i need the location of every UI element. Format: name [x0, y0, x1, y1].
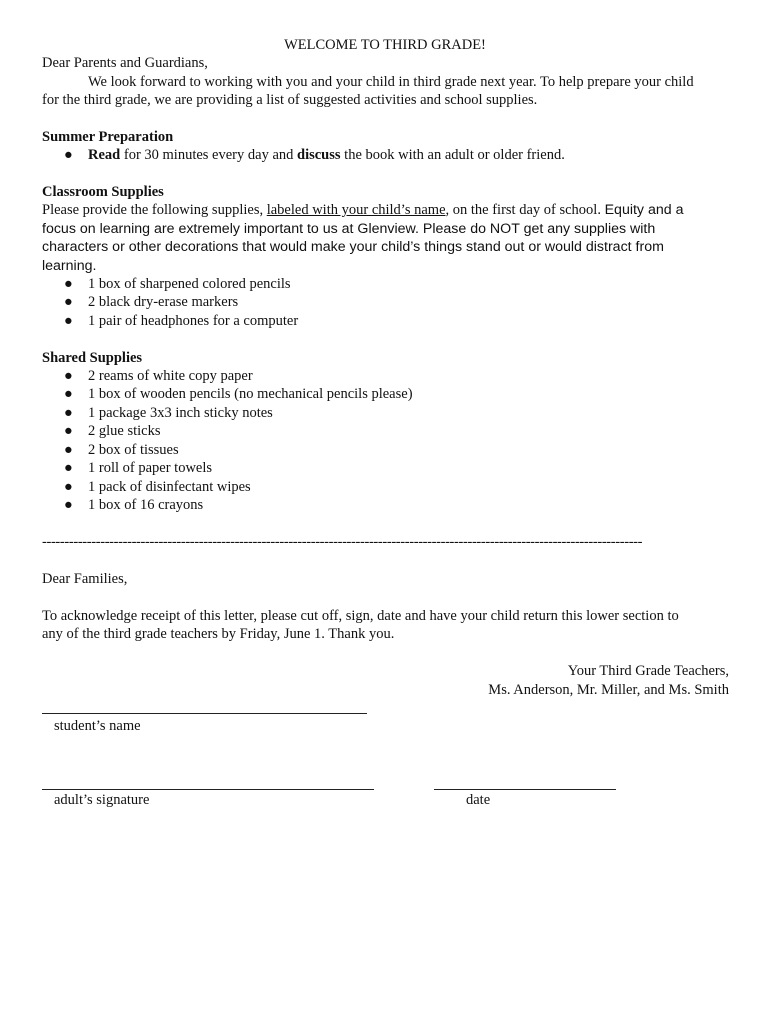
discuss-keyword: discuss [297, 147, 341, 163]
teacher-names: Ms. Anderson, Mr. Miller, and Ms. Smith [488, 682, 729, 698]
intro-line-2: for the third grade, we are providing a list of suggested activities and school supplies. [42, 92, 538, 108]
list-item: ● 2 box of tissues [64, 442, 179, 458]
adult-signature-label: adult’s signature [54, 792, 150, 808]
list-item: ● 2 reams of white copy paper [64, 368, 253, 384]
classroom-heading: Classroom Supplies [42, 184, 164, 200]
read-keyword: Read [88, 147, 121, 163]
intro-line-1: We look forward to working with you and your child in third grade next year. To help prepare your child [88, 74, 694, 90]
acknowledge-line-2: any of the third grade teachers by Friday, June 1. Thank you. [42, 626, 395, 642]
cut-line: -------------------------------------------------------------------------------------------------------------------------------------- [42, 534, 643, 550]
list-item: ● 1 pack of disinfectant wipes [64, 479, 251, 495]
list-item: ● 2 black dry-erase markers [64, 294, 239, 310]
list-item: ● 1 box of wooden pencils (no mechanical pencils please) [64, 386, 413, 402]
list-item: ● 1 roll of paper towels [64, 460, 213, 476]
student-name-line[interactable] [42, 713, 367, 714]
list-item: ● 1 pair of headphones for a computer [64, 313, 299, 329]
bullet: ● [64, 147, 73, 163]
student-name-label: student’s name [54, 718, 141, 734]
shared-heading: Shared Supplies [42, 350, 143, 366]
labeled-name-underlined: labeled with your child’s name [266, 202, 446, 218]
acknowledge-line-1: To acknowledge receipt of this letter, please cut off, sign, date and have your child return this lower section to [42, 608, 679, 624]
classroom-paragraph-line-4: learning. [42, 258, 97, 274]
summer-heading: Summer Preparation [42, 129, 174, 145]
greeting: Dear Parents and Guardians, [42, 55, 208, 71]
date-line[interactable] [434, 789, 616, 790]
list-item: ● 1 package 3x3 inch sticky notes [64, 405, 273, 421]
classroom-paragraph-line-3: characters or other decorations that would make your child’s things stand out or would distract from [42, 239, 664, 255]
families-greeting: Dear Families, [42, 571, 128, 587]
classroom-paragraph-line-2: focus on learning are extremely important to us at Glenview. Please do NOT get any supplies with [42, 221, 656, 237]
adult-signature-line[interactable] [42, 789, 374, 790]
date-label: date [466, 792, 491, 808]
closing: Your Third Grade Teachers, [567, 663, 729, 679]
list-item: ● 2 glue sticks [64, 423, 161, 439]
list-item: ● 1 box of sharpened colored pencils [64, 276, 291, 292]
page-title: WELCOME TO THIRD GRADE! [284, 37, 486, 53]
summer-item: ● Read for 30 minutes every day and discuss the book with an adult or older friend. [64, 147, 565, 163]
classroom-paragraph-line-1: Please provide the following supplies, labeled with your child’s name, on the first day of school. Equity and a [42, 202, 684, 218]
list-item: ● 1 box of 16 crayons [64, 497, 204, 513]
